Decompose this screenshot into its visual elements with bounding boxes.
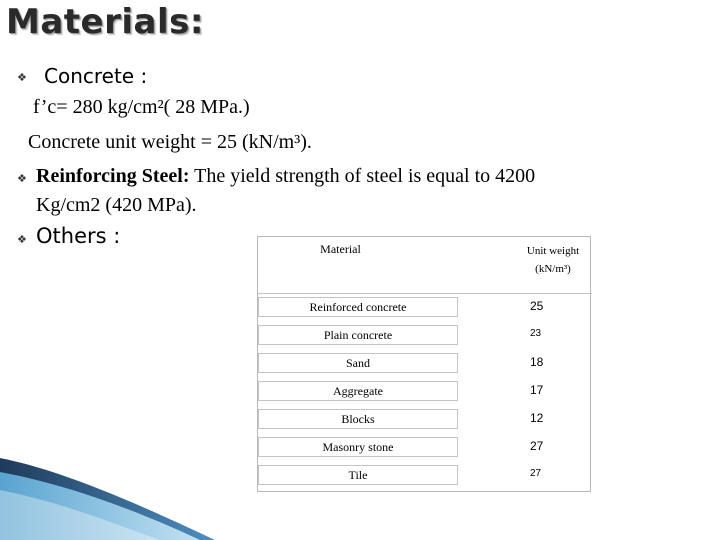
material-cell: Blocks (258, 409, 458, 429)
table-row (258, 322, 592, 350)
square-bullet-icon: ❖ (17, 71, 27, 84)
header-unit-weight-line2: (kN/m³) (535, 263, 571, 275)
page-title: Materials: (6, 2, 204, 42)
table-row (258, 294, 592, 322)
steel-text (36, 165, 535, 188)
unit-weight-cell: 12 (530, 411, 544, 425)
header-unit-weight (508, 242, 598, 278)
unit-weight-cell: 18 (530, 355, 544, 369)
header-unit-weight-line1: Unit weight (526, 245, 580, 257)
steel-description: The yield strength of steel is equal to 4200 (189, 165, 536, 187)
material-cell: Plain concrete (258, 325, 458, 345)
header-material: Material (320, 242, 361, 256)
table-row (258, 462, 592, 490)
concrete-fc-text: f’c= 280 kg/cm²( 28 MPa.) (33, 96, 250, 118)
material-cell: Reinforced concrete (258, 297, 458, 317)
steel-label: Reinforcing Steel: (36, 165, 190, 187)
table-row (258, 350, 592, 378)
steel-text-line2: Kg/cm2 (420 MPa). (36, 194, 197, 216)
unit-weight-cell: 23 (530, 328, 542, 339)
material-cell: Tile (258, 465, 458, 485)
corner-decoration (0, 450, 250, 540)
others-label: Others : (36, 224, 121, 248)
square-bullet-icon: ❖ (17, 233, 27, 246)
unit-weight-cell: 17 (530, 383, 544, 397)
unit-weight-cell: 27 (530, 439, 544, 453)
table-row (258, 378, 592, 406)
material-cell: Aggregate (258, 381, 458, 401)
unit-weight-cell: 27 (530, 468, 542, 479)
table-row (258, 434, 592, 462)
unit-weight-cell: 25 (530, 299, 544, 313)
concrete-weight-text: Concrete unit weight = 25 (kN/m³). (28, 131, 312, 153)
material-cell: Masonry stone (258, 437, 458, 457)
material-cell: Sand (258, 353, 458, 373)
unit-weight-table (257, 236, 591, 492)
square-bullet-icon: ❖ (17, 172, 27, 185)
table-row (258, 406, 592, 434)
concrete-label: Concrete : (44, 64, 148, 88)
